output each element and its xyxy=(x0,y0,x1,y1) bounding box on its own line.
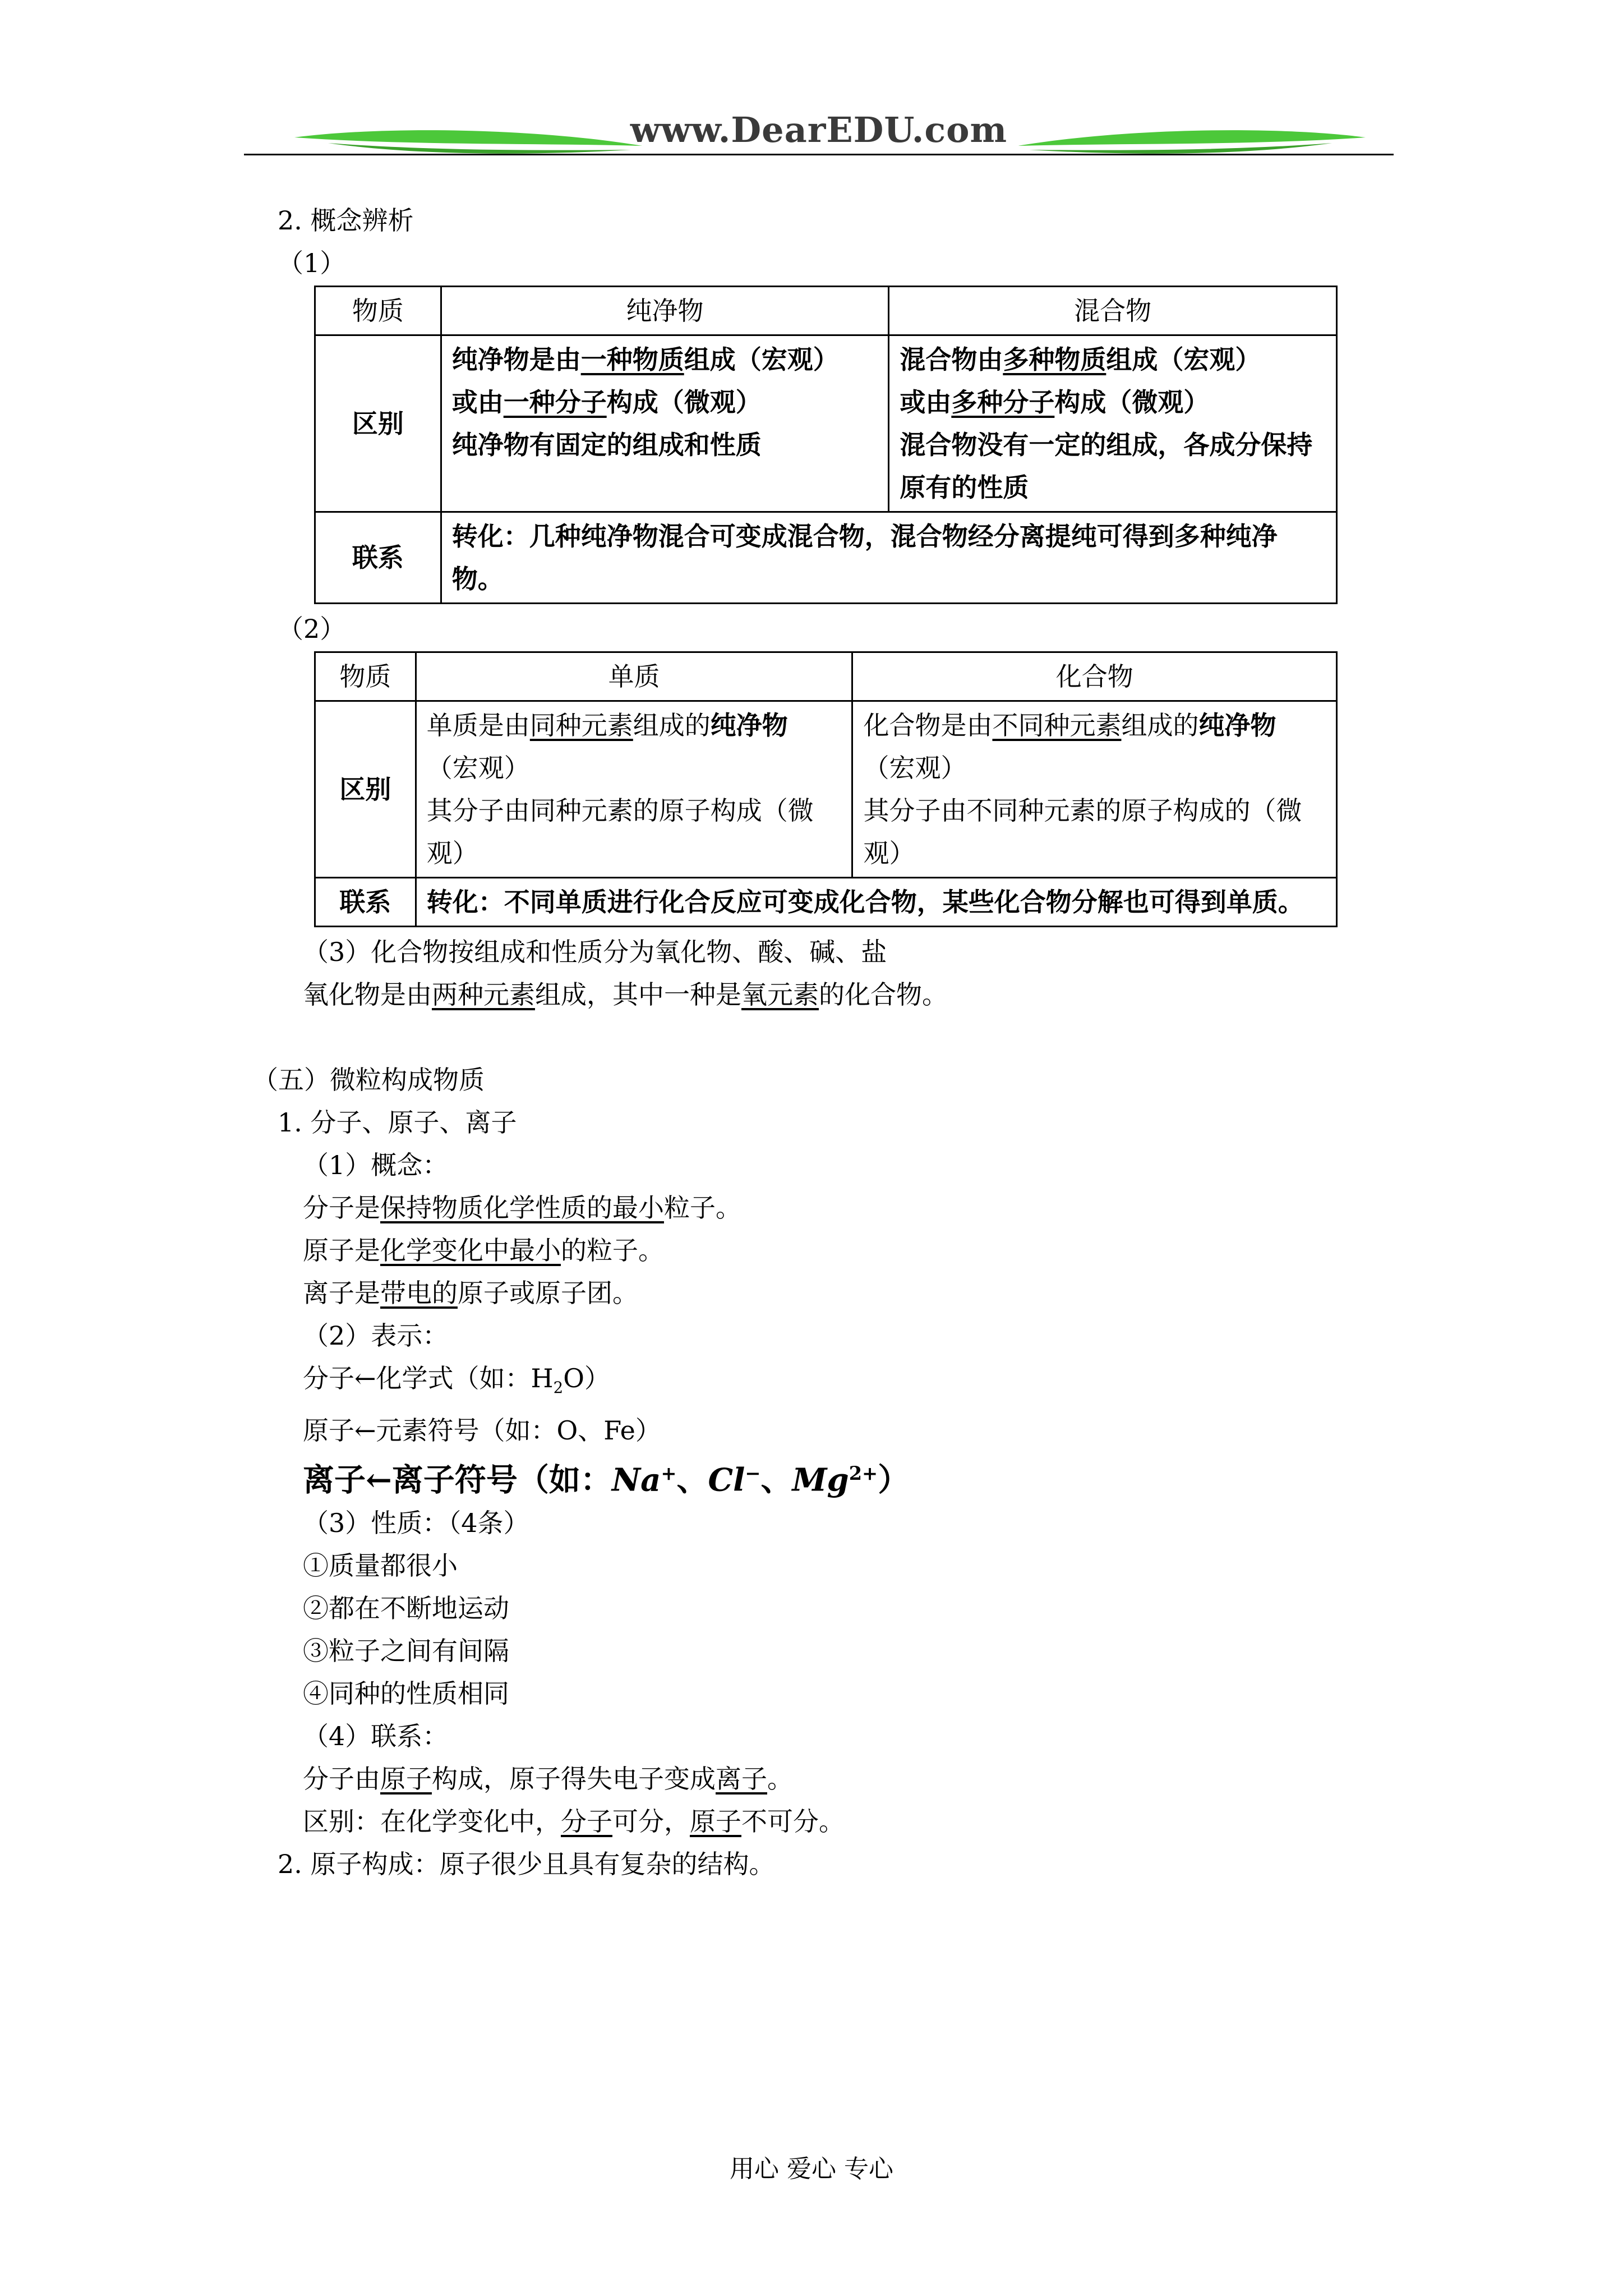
property-label: （3）性质：（4条） xyxy=(303,1507,529,1538)
element-vs-compound-table xyxy=(314,651,1338,927)
part1-label: （1） xyxy=(278,248,346,278)
element-description: 单质是由同种元素组成的纯净物 （宏观） 其分子由同种元素的原子构成（微观） xyxy=(416,701,852,878)
row-label: 区别 xyxy=(315,701,416,878)
representation-label: （2）表示： xyxy=(303,1320,449,1351)
subsection-title: 1. 分子、原子、离子 xyxy=(278,1107,517,1138)
part3-text: （3）化合物按组成和性质分为氧化物、酸、碱、盐 xyxy=(303,937,887,967)
list-item: ③粒子之间有间隔 xyxy=(303,1635,509,1666)
page-footer: 用心 爱心 专心 xyxy=(730,2155,893,2183)
row-label: 联系 xyxy=(315,878,416,927)
table-header-cell: 物质 xyxy=(315,287,441,335)
table-header-cell: 化合物 xyxy=(852,652,1337,701)
table-header-cell: 单质 xyxy=(416,652,852,701)
relation-text: 转化：不同单质进行化合反应可变成化合物，某些化合物分解也可得到单质。 xyxy=(416,878,1336,927)
mixture-description: 混合物由多种物质组成（宏观） 或由多种分子构成（微观） 混合物没有一定的组成，各成分保持原有的性质 xyxy=(889,335,1337,512)
table-row xyxy=(315,701,1337,878)
row-label: 联系 xyxy=(315,512,441,604)
section-title-concepts: 2. 概念辨析 xyxy=(278,205,414,236)
relation-text: 转化：几种纯净物混合可变成混合物，混合物经分离提纯可得到多种纯净物。 xyxy=(441,512,1336,604)
table-header-cell: 物质 xyxy=(315,652,416,701)
document-body xyxy=(252,199,1368,1885)
table-row xyxy=(315,335,1337,512)
header-rule xyxy=(244,154,1394,155)
part2-label: （2） xyxy=(278,614,346,644)
atom-definition: 原子是化学变化中最小的粒子。 xyxy=(303,1235,664,1266)
page-header xyxy=(244,109,1394,160)
concept-label: （1）概念： xyxy=(303,1150,449,1180)
site-logo-text: www.DearEDU.com xyxy=(630,109,1008,150)
atom-representation: 原子←元素符号（如：O、Fe） xyxy=(303,1415,661,1446)
list-item: ①质量都很小 xyxy=(303,1550,458,1581)
molecule-representation: 分子←化学式（如：$H_2O$） xyxy=(303,1363,610,1397)
ion-definition: 离子是带电的原子或原子团。 xyxy=(303,1278,638,1308)
molecule-definition: 分子是保持物质化学性质的最小粒子。 xyxy=(303,1193,741,1223)
row-label: 区别 xyxy=(315,335,441,512)
link-text-1: 分子由原子构成，原子得失电子变成离子。 xyxy=(303,1763,793,1794)
section-title-particles: （五）微粒构成物质 xyxy=(252,1065,485,1095)
list-item: ④同种的性质相同 xyxy=(303,1678,509,1709)
table-row xyxy=(315,512,1337,604)
table-header-row xyxy=(315,287,1337,335)
table-header-cell: 纯净物 xyxy=(441,287,889,335)
compound-description: 化合物是由不同种元素组成的纯净物 （宏观） 其分子由不同种元素的原子构成的（微观） xyxy=(852,701,1337,878)
table-row xyxy=(315,878,1337,927)
list-item: ②都在不断地运动 xyxy=(303,1593,509,1623)
link-text-2: 区别：在化学变化中，分子可分，原子不可分。 xyxy=(303,1806,845,1837)
pure-vs-mixture-table xyxy=(314,286,1338,604)
link-label: （4）联系： xyxy=(303,1720,449,1751)
table-header-cell: 混合物 xyxy=(889,287,1337,335)
subsection-title: 2. 原子构成：原子很少且具有复杂的结构。 xyxy=(278,1848,775,1879)
ion-representation: 离子←离子符号（如：Na+、Cl−、$Mg^{2+}$） xyxy=(303,1461,910,1499)
pure-description: 纯净物是由一种物质组成（宏观） 或由一种分子构成（微观） 纯净物有固定的组成和性质 xyxy=(441,335,889,512)
oxide-definition: 氧化物是由两种元素组成，其中一种是氧元素的化合物。 xyxy=(303,979,948,1010)
table-header-row xyxy=(315,652,1337,701)
